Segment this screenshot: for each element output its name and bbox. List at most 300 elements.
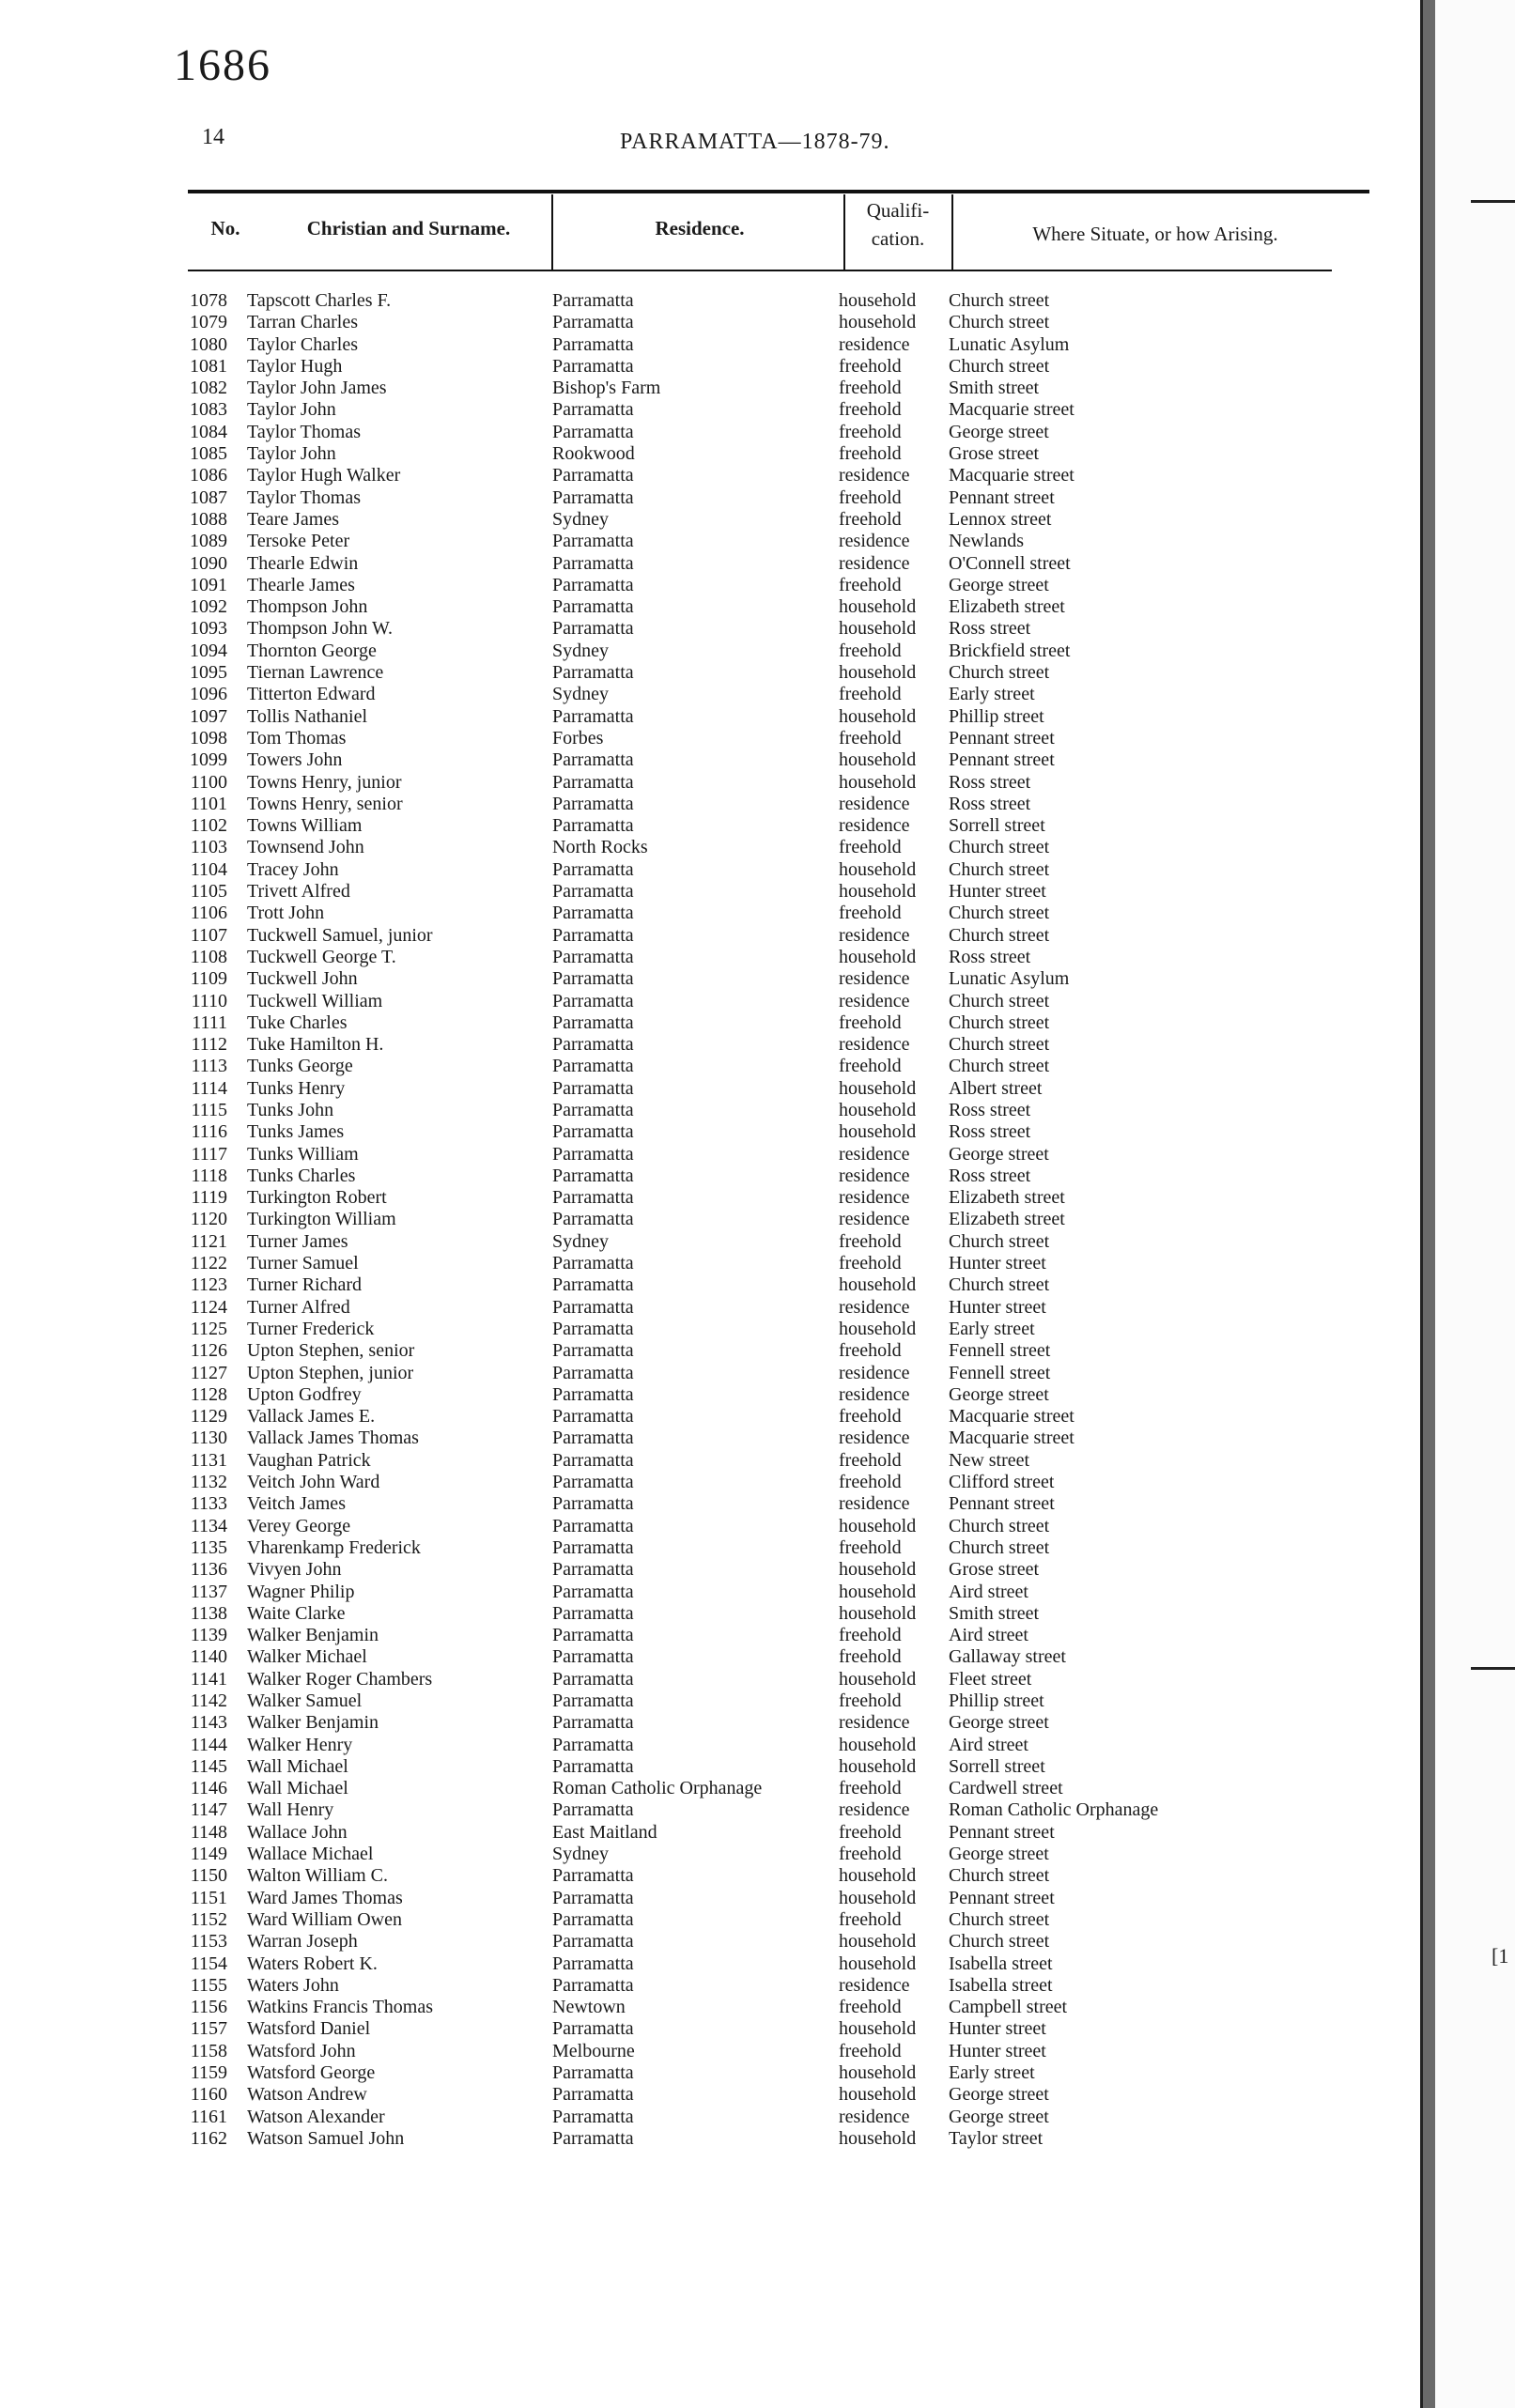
qualification: residence	[839, 1187, 910, 1209]
where-situate: Church street	[949, 837, 1050, 858]
table-row	[0, 1975, 1420, 1997]
residence: Parramatta	[552, 1362, 634, 1383]
elector-name: Tuckwell George T.	[247, 946, 396, 967]
where-situate: Pennant street	[949, 486, 1055, 508]
table-row	[0, 1297, 1420, 1319]
qualification: freehold	[839, 903, 902, 924]
where-situate: Church street	[949, 1931, 1050, 1953]
table-row	[0, 1034, 1420, 1056]
residence: Parramatta	[552, 1646, 634, 1668]
qualification: residence	[839, 815, 910, 837]
elector-name: Thompson John W.	[247, 618, 394, 640]
table-row	[0, 1363, 1420, 1384]
table-row	[0, 1669, 1420, 1690]
residence: Sydney	[552, 1844, 609, 1865]
residence: Bishop's Farm	[552, 378, 661, 399]
residence: Parramatta	[552, 1428, 634, 1449]
where-situate: George street	[949, 2084, 1049, 2106]
residence: Parramatta	[552, 1253, 634, 1274]
where-situate: George street	[949, 2106, 1049, 2127]
entry-number: 1095	[190, 662, 227, 684]
residence: Parramatta	[552, 2062, 634, 2084]
residence: Sydney	[552, 1230, 609, 1252]
table-row	[0, 443, 1420, 465]
where-situate: Hunter street	[949, 1253, 1046, 1274]
entry-number: 1116	[191, 1121, 227, 1143]
residence: Parramatta	[552, 1449, 634, 1471]
table-row	[0, 925, 1420, 947]
entry-number: 1141	[190, 1668, 227, 1690]
residence: Parramatta	[552, 1056, 634, 1077]
entry-number: 1105	[190, 881, 227, 903]
residence: Parramatta	[552, 1799, 634, 1821]
elector-name: Ward James Thomas	[247, 1887, 403, 1908]
residence: Parramatta	[552, 1099, 634, 1120]
where-situate: Church street	[949, 1536, 1050, 1558]
elector-name: Tunks George	[247, 1056, 353, 1077]
entry-number: 1157	[190, 2018, 227, 2040]
table-row	[0, 1209, 1420, 1230]
entry-number: 1081	[190, 355, 227, 377]
elector-name: Towns Henry, senior	[247, 793, 403, 814]
elector-name: Tersoke Peter	[247, 531, 350, 552]
entry-number: 1147	[190, 1799, 227, 1821]
table-row	[0, 749, 1420, 771]
where-situate: Ross street	[949, 1099, 1031, 1120]
entry-number: 1131	[190, 1449, 227, 1471]
residence: Parramatta	[552, 290, 634, 311]
where-situate: Church street	[949, 312, 1050, 333]
elector-name: Veitch John Ward	[247, 1472, 380, 1493]
residence: Parramatta	[552, 771, 634, 793]
entry-number: 1093	[190, 618, 227, 640]
where-situate: Hunter street	[949, 2018, 1046, 2040]
entry-number: 1136	[190, 1559, 227, 1581]
where-situate: Aird street	[949, 1734, 1028, 1755]
qualification: residence	[839, 1209, 910, 1230]
entry-number: 1113	[191, 1056, 227, 1077]
residence: Parramatta	[552, 2018, 634, 2040]
table-row	[0, 356, 1420, 378]
qualification: household	[839, 1318, 917, 1339]
entry-number: 1151	[190, 1887, 227, 1908]
column-header-qualification-1: Qualifi-	[866, 199, 930, 222]
elector-name: Watsford George	[247, 2062, 376, 2084]
qualification: freehold	[839, 443, 902, 465]
qualification: household	[839, 1755, 917, 1777]
adjacent-rule-bottom	[1471, 1667, 1515, 1670]
where-situate: Aird street	[949, 1625, 1028, 1646]
residence: Sydney	[552, 684, 609, 705]
qualification: freehold	[839, 1011, 902, 1033]
entry-number: 1129	[190, 1406, 227, 1428]
entry-number: 1099	[190, 749, 227, 771]
where-situate: George street	[949, 1844, 1049, 1865]
residence: Parramatta	[552, 705, 634, 727]
qualification: freehold	[839, 1536, 902, 1558]
where-situate: George street	[949, 1712, 1049, 1734]
where-situate: Church street	[949, 1230, 1050, 1252]
table-row	[0, 312, 1420, 333]
table-row	[0, 399, 1420, 421]
entry-number: 1121	[190, 1230, 227, 1252]
residence: Parramatta	[552, 1712, 634, 1734]
elector-name: Walker Benjamin	[247, 1625, 379, 1646]
where-situate: Hunter street	[949, 1296, 1046, 1318]
entry-number: 1104	[190, 858, 227, 880]
entry-number: 1084	[190, 421, 227, 442]
qualification: household	[839, 596, 917, 618]
where-situate: Sorrell street	[949, 1755, 1045, 1777]
entry-number: 1118	[191, 1165, 227, 1186]
qualification: freehold	[839, 1821, 902, 1843]
table-row	[0, 1078, 1420, 1100]
qualification: household	[839, 1887, 917, 1908]
qualification: household	[839, 1274, 917, 1296]
column-header-where: Where Situate, or how Arising.	[1032, 223, 1278, 245]
qualification: freehold	[839, 421, 902, 442]
residence: Parramatta	[552, 1931, 634, 1953]
where-situate: Ross street	[949, 771, 1031, 793]
table-row	[0, 1056, 1420, 1077]
entry-number: 1094	[190, 640, 227, 661]
residence: Roman Catholic Orphanage	[552, 1778, 763, 1799]
elector-name: Walker Michael	[247, 1646, 367, 1668]
where-situate: Fennell street	[949, 1340, 1051, 1362]
residence: Parramatta	[552, 399, 634, 421]
residence: Parramatta	[552, 355, 634, 377]
entry-number: 1086	[190, 465, 227, 486]
folio-stamp: 1686	[174, 40, 271, 90]
elector-name: Upton Godfrey	[247, 1383, 362, 1405]
qualification: household	[839, 1099, 917, 1120]
qualification: household	[839, 1734, 917, 1755]
residence: Parramatta	[552, 1887, 634, 1908]
elector-name: Turkington William	[247, 1209, 396, 1230]
qualification: household	[839, 1953, 917, 1974]
table-row	[0, 1646, 1420, 1668]
elector-name: Tracey John	[247, 858, 339, 880]
residence: Parramatta	[552, 924, 634, 946]
entry-number: 1100	[190, 771, 227, 793]
elector-name: Vallack James E.	[247, 1406, 376, 1428]
entry-number: 1130	[190, 1428, 227, 1449]
where-situate: Church street	[949, 1274, 1050, 1296]
elector-name: Waters John	[247, 1974, 339, 1996]
table-row	[0, 509, 1420, 531]
elector-name: Tunks William	[247, 1143, 359, 1165]
elector-name: Watson Andrew	[247, 2084, 367, 2106]
residence: Parramatta	[552, 881, 634, 903]
residence: Parramatta	[552, 2084, 634, 2106]
qualification: residence	[839, 1296, 910, 1318]
where-situate: Gallaway street	[949, 1646, 1066, 1668]
qualification: household	[839, 1515, 917, 1536]
elector-name: Watson Samuel John	[247, 2127, 405, 2149]
residence: Parramatta	[552, 1034, 634, 1056]
elector-name: Tollis Nathaniel	[247, 705, 368, 727]
where-situate: Phillip street	[949, 1690, 1044, 1711]
column-header-qualification-2: cation.	[871, 227, 925, 250]
column-header-residence: Residence.	[655, 217, 745, 239]
qualification: residence	[839, 1383, 910, 1405]
entry-number: 1124	[190, 1296, 227, 1318]
adjacent-page-edge	[1435, 0, 1515, 2408]
qualification: freehold	[839, 1625, 902, 1646]
residence: Newtown	[552, 1997, 626, 2018]
where-situate: Pennant street	[949, 749, 1055, 771]
elector-name: Tom Thomas	[247, 727, 347, 749]
elector-name: Upton Stephen, senior	[247, 1340, 415, 1362]
qualification: freehold	[839, 640, 902, 661]
where-situate: George street	[949, 421, 1049, 442]
entry-number: 1098	[190, 727, 227, 749]
table-row	[0, 1100, 1420, 1121]
qualification: household	[839, 946, 917, 967]
where-situate: Hunter street	[949, 881, 1046, 903]
qualification: freehold	[839, 2040, 902, 2061]
qualification: freehold	[839, 486, 902, 508]
residence: Parramatta	[552, 1472, 634, 1493]
qualification: household	[839, 662, 917, 684]
table-row	[0, 618, 1420, 640]
table-row	[0, 1472, 1420, 1493]
residence: Sydney	[552, 640, 609, 661]
table-row	[0, 378, 1420, 399]
residence: Parramatta	[552, 858, 634, 880]
qualification: residence	[839, 2106, 910, 2127]
residence: Parramatta	[552, 1077, 634, 1099]
elector-name: Taylor Charles	[247, 333, 359, 355]
entry-number: 1097	[190, 705, 227, 727]
where-situate: Ross street	[949, 793, 1031, 814]
residence: Parramatta	[552, 968, 634, 990]
qualification: household	[839, 1865, 917, 1887]
entry-number: 1102	[190, 815, 227, 837]
where-situate: Early street	[949, 684, 1035, 705]
where-situate: Albert street	[949, 1077, 1043, 1099]
where-situate: Church street	[949, 990, 1050, 1011]
residence: North Rocks	[552, 837, 648, 858]
where-situate: Macquarie street	[949, 465, 1074, 486]
residence: Parramatta	[552, 531, 634, 552]
elector-name: Turner Richard	[247, 1274, 363, 1296]
qualification: household	[839, 858, 917, 880]
where-situate: Church street	[949, 662, 1050, 684]
where-situate: Church street	[949, 924, 1050, 946]
entry-number: 1108	[190, 946, 227, 967]
residence: Parramatta	[552, 946, 634, 967]
where-situate: Roman Catholic Orphanage	[949, 1799, 1159, 1821]
elector-name: Wall Michael	[247, 1755, 348, 1777]
entry-number: 1139	[190, 1625, 227, 1646]
entry-number: 1160	[190, 2084, 227, 2106]
qualification: residence	[839, 1493, 910, 1515]
elector-name: Taylor John	[247, 399, 336, 421]
qualification: residence	[839, 1143, 910, 1165]
entry-number: 1133	[190, 1493, 227, 1515]
entry-number: 1082	[190, 378, 227, 399]
table-row	[0, 2041, 1420, 2062]
where-situate: George street	[949, 574, 1049, 595]
where-situate: Church street	[949, 1515, 1050, 1536]
qualification: household	[839, 1077, 917, 1099]
qualification: freehold	[839, 1253, 902, 1274]
elector-name: Thompson John	[247, 596, 368, 618]
where-situate: Clifford street	[949, 1472, 1055, 1493]
qualification: household	[839, 1602, 917, 1624]
where-situate: Isabella street	[949, 1953, 1053, 1974]
where-situate: Macquarie street	[949, 1428, 1074, 1449]
residence: Parramatta	[552, 1274, 634, 1296]
table-row	[0, 1778, 1420, 1799]
qualification: household	[839, 2062, 917, 2084]
entry-number: 1092	[190, 596, 227, 618]
entry-number: 1110	[191, 990, 227, 1011]
where-situate: Lunatic Asylum	[949, 968, 1070, 990]
qualification: household	[839, 749, 917, 771]
entry-number: 1089	[190, 531, 227, 552]
elector-name: Titterton Edward	[247, 684, 376, 705]
elector-name: Wallace John	[247, 1821, 348, 1843]
where-situate: Newlands	[949, 531, 1024, 552]
qualification: freehold	[839, 1908, 902, 1930]
where-situate: Smith street	[949, 378, 1040, 399]
where-situate: Elizabeth street	[949, 1209, 1065, 1230]
header-rule-bottom	[188, 270, 1332, 271]
table-row	[0, 794, 1420, 815]
elector-name: Taylor Thomas	[247, 421, 361, 442]
table-row	[0, 290, 1420, 312]
elector-name: Taylor John James	[247, 378, 387, 399]
entry-number: 1122	[190, 1253, 227, 1274]
qualification: freehold	[839, 355, 902, 377]
table-row	[0, 2062, 1420, 2084]
residence: Parramatta	[552, 552, 634, 574]
table-row	[0, 1756, 1420, 1778]
elector-name: Wall Michael	[247, 1778, 348, 1799]
qualification: residence	[839, 1799, 910, 1821]
entry-number: 1132	[190, 1472, 227, 1493]
entry-number: 1083	[190, 399, 227, 421]
qualification: household	[839, 2127, 917, 2149]
table-row	[0, 1428, 1420, 1449]
table-row	[0, 991, 1420, 1012]
table-row	[0, 1909, 1420, 1931]
where-situate: Pennant street	[949, 1493, 1055, 1515]
residence: Parramatta	[552, 1209, 634, 1230]
residence: Parramatta	[552, 1625, 634, 1646]
table-row	[0, 1384, 1420, 1406]
elector-name: Taylor Hugh	[247, 355, 343, 377]
entry-number: 1103	[190, 837, 227, 858]
qualification: freehold	[839, 1844, 902, 1865]
entry-number: 1112	[191, 1034, 227, 1056]
elector-name: Tunks John	[247, 1099, 334, 1120]
elector-name: Walker Henry	[247, 1734, 353, 1755]
residence: Parramatta	[552, 312, 634, 333]
entry-number: 1153	[190, 1931, 227, 1953]
qualification: household	[839, 771, 917, 793]
residence: Parramatta	[552, 421, 634, 442]
qualification: residence	[839, 1974, 910, 1996]
qualification: household	[839, 1931, 917, 1953]
table-row	[0, 1121, 1420, 1143]
entry-number: 1142	[190, 1690, 227, 1711]
elector-name: Taylor John	[247, 443, 336, 465]
table-row	[0, 1516, 1420, 1537]
table-row	[0, 1231, 1420, 1253]
table-row	[0, 1888, 1420, 1909]
table-row	[0, 422, 1420, 443]
qualification: household	[839, 618, 917, 640]
residence: Parramatta	[552, 1318, 634, 1339]
residence: Parramatta	[552, 333, 634, 355]
table-row	[0, 1931, 1420, 1953]
where-situate: Lunatic Asylum	[949, 333, 1070, 355]
elector-name: Towns Henry, junior	[247, 771, 402, 793]
entry-number: 1088	[190, 508, 227, 530]
residence: Parramatta	[552, 1296, 634, 1318]
qualification: household	[839, 2018, 917, 2040]
elector-name: Veitch James	[247, 1493, 346, 1515]
where-situate: Ross street	[949, 618, 1031, 640]
residence: Forbes	[552, 727, 604, 749]
entry-number: 1135	[190, 1536, 227, 1558]
qualification: residence	[839, 1034, 910, 1056]
where-situate: Sorrell street	[949, 815, 1045, 837]
qualification: residence	[839, 968, 910, 990]
table-row	[0, 859, 1420, 881]
table-row	[0, 531, 1420, 552]
qualification: freehold	[839, 1778, 902, 1799]
residence: Parramatta	[552, 1340, 634, 1362]
entry-number: 1096	[190, 684, 227, 705]
residence: Parramatta	[552, 1121, 634, 1143]
elector-name: Tunks Charles	[247, 1165, 356, 1186]
elector-name: Thearle Edwin	[247, 552, 359, 574]
entry-number: 1090	[190, 552, 227, 574]
table-row	[0, 815, 1420, 837]
table-row	[0, 641, 1420, 662]
elector-name: Turkington Robert	[247, 1187, 387, 1209]
elector-name: Vaughan Patrick	[247, 1449, 371, 1471]
entry-number: 1155	[190, 1974, 227, 1996]
where-situate: Church street	[949, 355, 1050, 377]
elector-name: Turner Alfred	[247, 1296, 350, 1318]
table-row	[0, 1844, 1420, 1865]
qualification: household	[839, 1668, 917, 1690]
table-row	[0, 1799, 1420, 1821]
residence: Parramatta	[552, 1865, 634, 1887]
where-situate: Church street	[949, 858, 1050, 880]
qualification: residence	[839, 1362, 910, 1383]
entry-number: 1125	[190, 1318, 227, 1339]
entry-number: 1079	[190, 312, 227, 333]
elector-name: Tuckwell Samuel, junior	[247, 924, 433, 946]
entry-number: 1087	[190, 486, 227, 508]
table-row	[0, 1625, 1420, 1646]
table-row	[0, 1953, 1420, 1975]
where-situate: Brickfield street	[949, 640, 1071, 661]
table-row	[0, 334, 1420, 356]
qualification: freehold	[839, 1690, 902, 1711]
entry-number: 1159	[190, 2062, 227, 2084]
residence: Parramatta	[552, 990, 634, 1011]
qualification: freehold	[839, 574, 902, 595]
register-table	[0, 290, 1420, 2150]
table-row	[0, 1582, 1420, 1603]
